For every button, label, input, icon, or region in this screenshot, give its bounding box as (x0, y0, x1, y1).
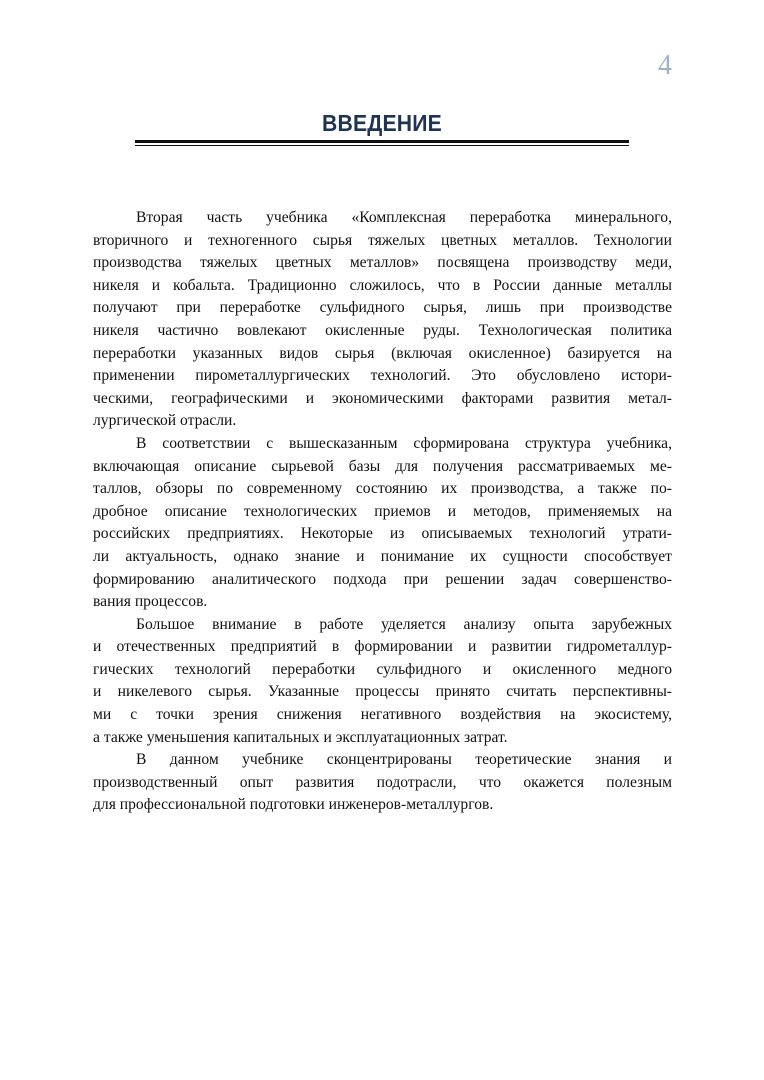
body-text (93, 207, 672, 817)
text-line: ческими, географическими и экономическими факторами развития метал- (93, 389, 672, 407)
text-line: и отечественных предприятий в формировании и развитии гидрометаллур- (93, 638, 672, 656)
paragraph (93, 433, 672, 614)
text-line: никеля частично вовлекают окисленные руды. Технологическая политика (93, 321, 672, 339)
text-line: для профессиональной подготовки инженеров-металлургов. (93, 796, 494, 814)
page-number: 4 (658, 50, 672, 81)
paragraph (93, 207, 672, 433)
title-underline-thin (135, 145, 629, 146)
text-line: применении пирометаллургических технологий. Это обусловлено истори- (93, 367, 672, 385)
text-line: таллов, обзоры по современному состоянию их производства, а также по- (93, 480, 672, 498)
text-line: включающая описание сырьевой базы для получения рассматриваемых ме- (93, 457, 672, 475)
text-line: и никелевого сырья. Указанные процессы принято считать перспективны- (93, 683, 672, 701)
text-line: дробное описание технологических приемов и методов, применяемых на (93, 502, 672, 520)
text-line: формированию аналитического подхода при решении задач совершенство- (93, 570, 672, 588)
text-line: В данном учебнике сконцентрированы теоретические знания и (136, 751, 672, 769)
text-line: никеля и кобальта. Традиционно сложилось, что в России данные металлы (93, 276, 672, 294)
text-line: гических технологий переработки сульфидного и окисленного медного (93, 660, 672, 678)
text-line: ли актуальность, однако знание и понимание их сущности способствует (93, 547, 672, 565)
text-line: ми с точки зрения снижения негативного воздействия на экосистему, (93, 706, 672, 724)
text-line: вания процессов. (93, 593, 208, 611)
text-line: производства тяжелых цветных металлов» посвящена производству меди, (93, 254, 672, 272)
text-line: российских предприятиях. Некоторые из описываемых технологий утрати- (93, 525, 672, 543)
page-title: ВВЕДЕНИЕ (322, 110, 442, 136)
text-line: переработки указанных видов сырья (включая окисленное) базируется на (93, 344, 672, 362)
text-line: вторичного и техногенного сырья тяжелых цветных металлов. Технологии (93, 231, 672, 249)
text-line: лургической отрасли. (93, 412, 237, 430)
text-line: Большое внимание в работе уделяется анализу опыта зарубежных (136, 615, 672, 633)
text-line: получают при переработке сульфидного сырья, лишь при производстве (93, 299, 672, 317)
text-line: В соответствии с вышесказанным сформирована структура учебника, (136, 434, 672, 452)
paragraph (93, 614, 672, 750)
title-underline-thick (135, 140, 629, 143)
text-line: Вторая часть учебника «Комплексная переработка минерального, (136, 209, 672, 226)
text-line: а также уменьшения капитальных и эксплуатационных затрат. (93, 728, 508, 746)
paragraph (93, 749, 672, 817)
text-line: производственный опыт развития подотрасли, что окажется полезным (93, 773, 672, 791)
